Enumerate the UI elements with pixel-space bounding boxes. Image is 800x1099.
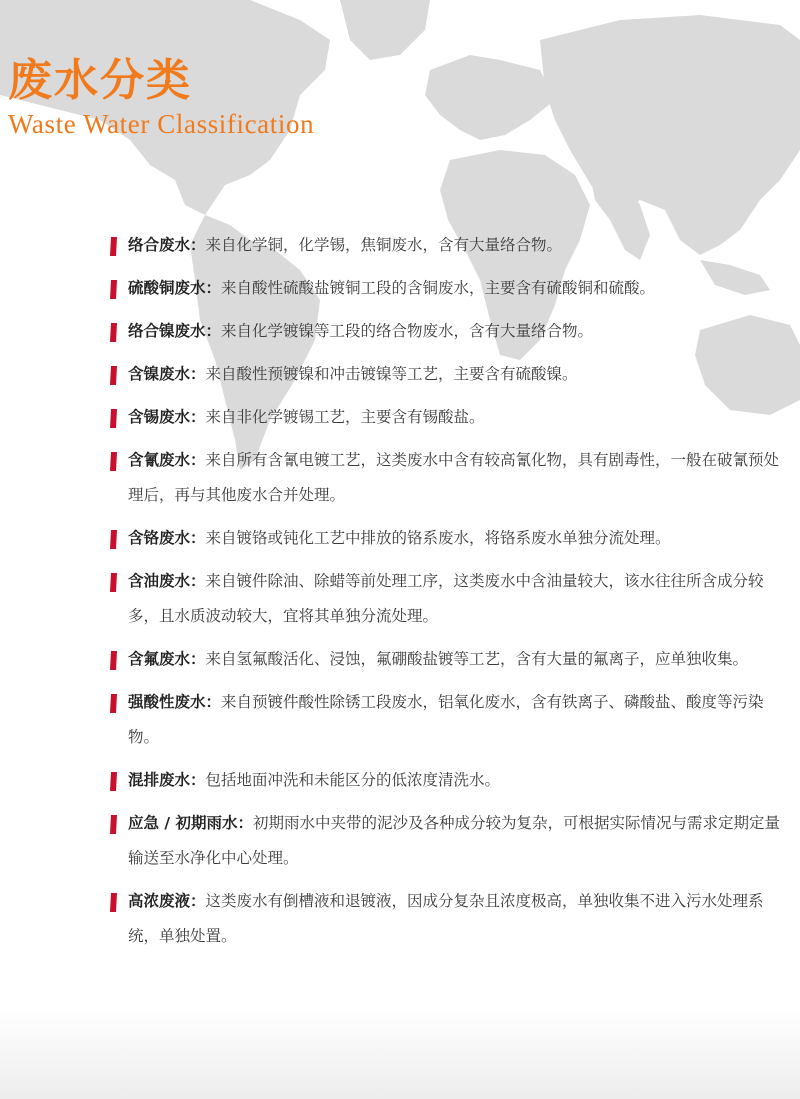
item-term: 络合废水: [128, 236, 191, 254]
bullet-icon: [110, 772, 117, 791]
bullet-icon: [110, 573, 117, 592]
list-item: [110, 685, 790, 755]
item-separator: ：: [205, 279, 222, 297]
item-term: 含油废水: [128, 572, 191, 590]
item-description: 来自非化学镀锡工艺，主要含有锡酸盐。: [205, 408, 485, 426]
item-separator: ：: [190, 365, 206, 383]
item-description: 来自镀件除油、除蜡等前处理工序，这类废水中含油量较大，该水往往所含成分较多，且水质波动较大，宜将其单独分流处理。: [128, 572, 764, 625]
item-description: 来自化学铜，化学锡，焦铜废水，含有大量络合物。: [205, 236, 563, 254]
bullet-icon: [110, 237, 117, 256]
bullet-icon: [110, 530, 117, 549]
item-separator: ：: [190, 529, 206, 547]
item-description: 这类废水有倒槽液和退镀液，因成分复杂且浓度极高，单独收集不进入污水处理系统，单独处置。: [128, 892, 764, 945]
list-item: [110, 271, 790, 306]
bullet-icon: [110, 893, 117, 912]
item-term: 络合镍废水: [128, 322, 206, 340]
bullet-icon: [110, 651, 117, 670]
classification-list: [110, 228, 790, 962]
item-term: 应急 / 初期雨水: [128, 814, 238, 832]
list-item: [110, 763, 790, 798]
item-term: 含锡废水: [128, 408, 191, 426]
item-term: 含铬废水: [128, 529, 191, 547]
item-term: 强酸性废水: [128, 693, 206, 711]
bottom-fade: [0, 1009, 800, 1099]
bullet-icon: [110, 452, 117, 471]
list-item: [110, 884, 790, 954]
bullet-icon: [110, 815, 117, 834]
item-separator: ：: [190, 236, 206, 254]
page-subtitle: Waste Water Classification: [8, 109, 315, 139]
item-separator: ：: [190, 650, 206, 668]
item-description: 来自酸性预镀镍和冲击镀镍等工艺，主要含有硫酸镍。: [205, 365, 578, 383]
item-separator: ：: [190, 892, 206, 910]
list-item: [110, 564, 790, 634]
bullet-icon: [110, 280, 117, 299]
item-description: 来自酸性硫酸盐镀铜工段的含铜废水，主要含有硫酸铜和硫酸。: [221, 279, 656, 297]
item-term: 硫酸铜废水: [128, 279, 206, 297]
bullet-icon: [110, 409, 117, 428]
list-item: [110, 357, 790, 392]
item-description: 来自镀铬或钝化工艺中排放的铬系废水，将铬系废水单独分流处理。: [205, 529, 671, 547]
list-item: [110, 228, 790, 263]
bullet-icon: [110, 694, 117, 713]
item-description: 初期雨水中夹带的泥沙及各种成分较为复杂，可根据实际情况与需求定期定量输送至水净化中心处理。: [128, 814, 780, 867]
item-description: 来自预镀件酸性除锈工段废水，铝氧化废水，含有铁离子、磷酸盐、酸度等污染物。: [128, 693, 764, 746]
item-description: 来自氢氟酸活化、浸蚀，氟硼酸盐镀等工艺，含有大量的氟离子，应单独收集。: [205, 650, 749, 668]
bullet-icon: [110, 323, 117, 342]
list-item: [110, 521, 790, 556]
item-separator: ：: [205, 693, 222, 711]
item-separator: ：: [190, 451, 206, 469]
page-header: [8, 55, 314, 139]
list-item: [110, 806, 790, 876]
item-term: 含氰废水: [128, 451, 191, 469]
item-separator: ：: [205, 322, 222, 340]
bullet-icon: [110, 366, 117, 385]
item-description: 来自化学镀镍等工段的络合物废水，含有大量络合物。: [221, 322, 594, 340]
item-term: 混排废水: [128, 771, 191, 789]
item-description: 来自所有含氰电镀工艺，这类废水中含有较高氰化物，具有剧毒性，一般在破氰预处理后，再与其他废水合并处理。: [128, 451, 780, 504]
item-separator: ：: [190, 771, 206, 789]
item-separator: ：: [237, 814, 253, 832]
item-term: 含镍废水: [128, 365, 191, 383]
item-description: 包括地面冲洗和未能区分的低浓度清洗水。: [205, 771, 501, 789]
page-title: 废水分类: [8, 55, 192, 106]
item-term: 含氟废水: [128, 650, 191, 668]
list-item: [110, 642, 790, 677]
item-separator: ：: [190, 408, 206, 426]
list-item: [110, 443, 790, 513]
item-term: 高浓废液: [128, 892, 191, 910]
list-item: [110, 314, 790, 349]
item-separator: ：: [190, 572, 206, 590]
list-item: [110, 400, 790, 435]
